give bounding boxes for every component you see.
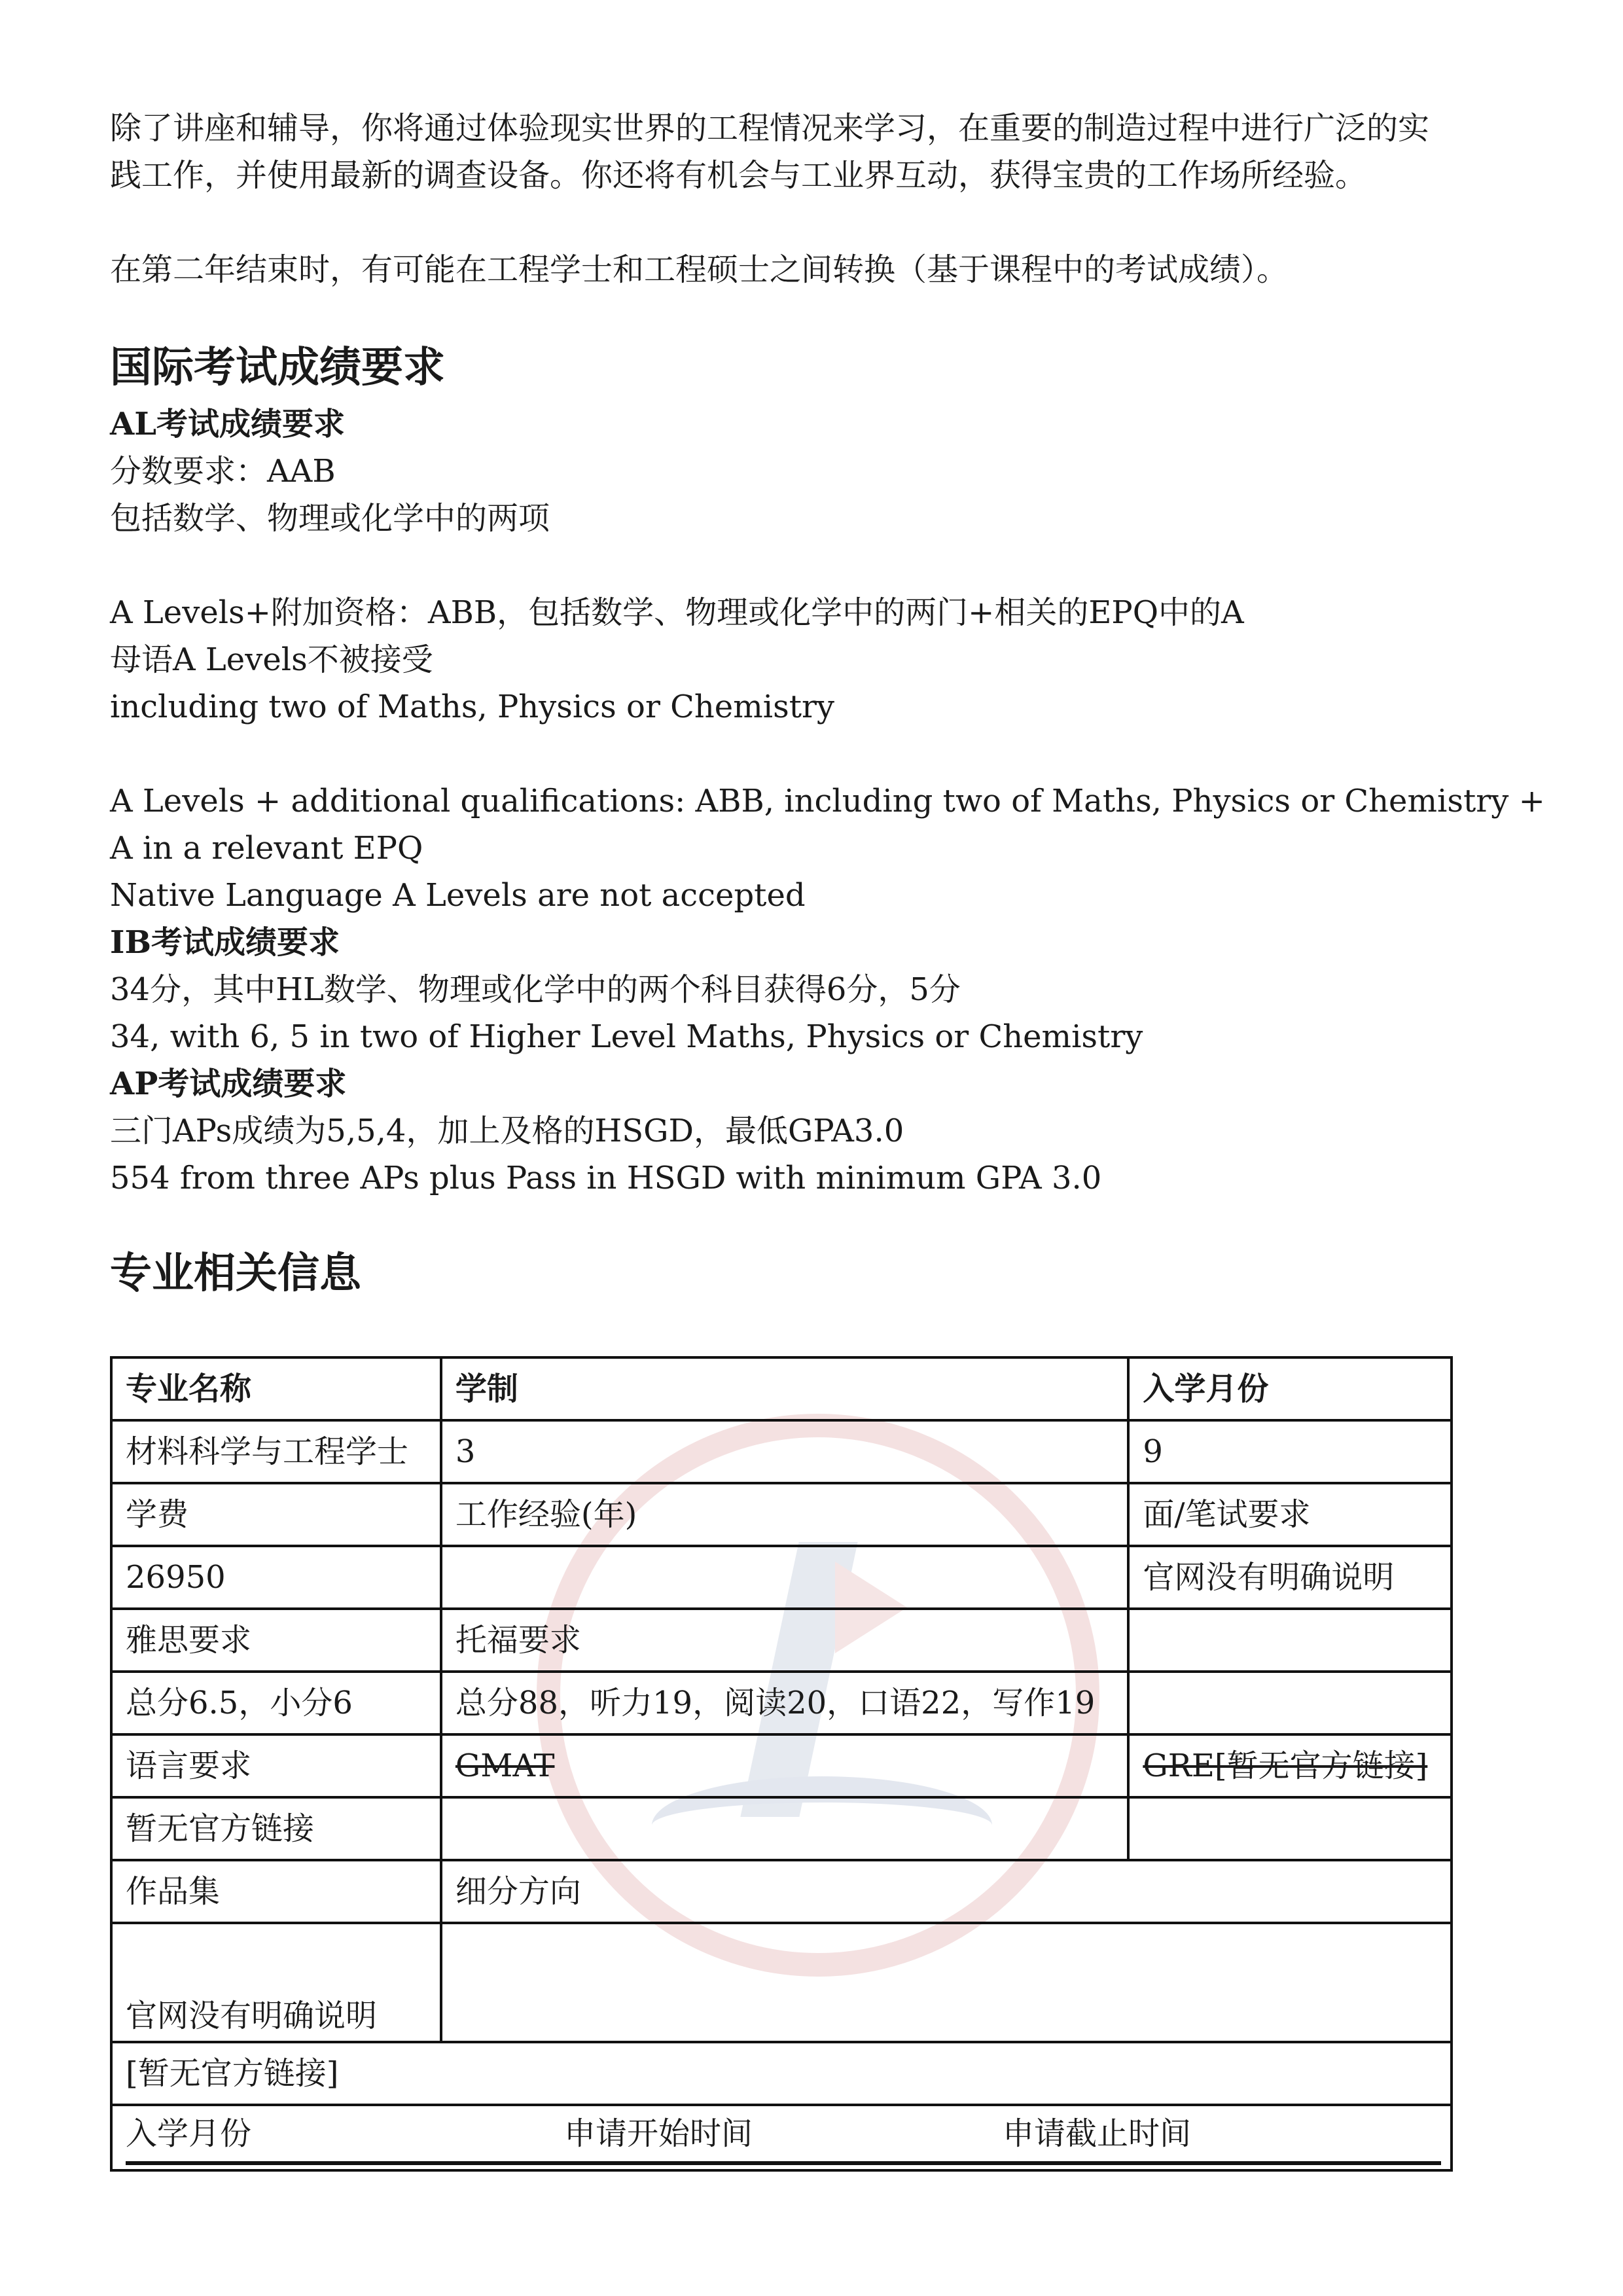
table-cell: 官网没有明确说明	[111, 1923, 441, 2042]
table-cell: 暂无官方链接	[111, 1797, 441, 1860]
gre-cell: GRE[暂无官方链接]	[1128, 1734, 1452, 1797]
al-line: A in a relevant EPQ	[110, 830, 423, 867]
program-heading: 专业相关信息	[110, 1249, 361, 1298]
al-line: Native Language A Levels are not accepted	[110, 877, 806, 914]
intro-line: 在第二年结束时，有可能在工程学士和工程硕士之间转换（基于课程中的考试成绩）。	[110, 251, 1289, 288]
table-cell: 总分6.5，小分6	[111, 1672, 441, 1734]
al-heading: AL考试成绩要求	[110, 406, 345, 442]
table-cell: 26950	[111, 1546, 441, 1609]
ap-heading: AP考试成绩要求	[110, 1066, 347, 1102]
table-footer-row	[126, 2106, 1441, 2165]
table-cell	[1128, 1672, 1452, 1734]
gmat-cell: GMAT	[441, 1734, 1128, 1797]
al-line: 包括数学、物理或化学中的两项	[110, 500, 550, 537]
table-row	[111, 1357, 1452, 1420]
table-header-cell: 入学月份	[1128, 1357, 1452, 1420]
al-line: 母语A Levels不被接受	[110, 641, 433, 678]
table-row	[111, 1860, 1452, 1923]
table-cell: 托福要求	[441, 1609, 1128, 1672]
al-line: A Levels + additional qualifications: ABB, including two of Maths, Physics or Chemistry +	[110, 783, 1545, 819]
requirements-heading: 国际考试成绩要求	[110, 343, 445, 392]
table-cell: [暂无官方链接]	[111, 2042, 1452, 2105]
table-row	[111, 1420, 1452, 1483]
ap-line: 554 from three APs plus Pass in HSGD with minimum GPA 3.0	[110, 1160, 1102, 1196]
table-row	[111, 2042, 1452, 2105]
intro-line: 除了讲座和辅导，你将通过体验现实世界的工程情况来学习，在重要的制造过程中进行广泛的实	[110, 110, 1430, 147]
intro-line: 践工作，并使用最新的调查设备。你还将有机会与工业界互动，获得宝贵的工作场所经验。	[110, 157, 1367, 194]
table-cell: 3	[441, 1420, 1128, 1483]
footer-label-deadline: 申请截止时间	[1003, 2115, 1192, 2152]
table-header-cell: 专业名称	[111, 1357, 441, 1420]
table-row	[111, 1797, 1452, 1860]
table-cell: 面/笔试要求	[1128, 1483, 1452, 1546]
program-info-table	[110, 1356, 1453, 2172]
table-row	[111, 1672, 1452, 1734]
table-header-cell: 学制	[441, 1357, 1128, 1420]
ib-heading: IB考试成绩要求	[110, 924, 340, 961]
table-cell	[1128, 1609, 1452, 1672]
table-row	[111, 1923, 1452, 2042]
table-cell: 工作经验(年)	[441, 1483, 1128, 1546]
table-footer-cell	[111, 2105, 1452, 2170]
document-page	[110, 105, 1545, 1306]
ap-line: 三门APs成绩为5,5,4，加上及格的HSGD，最低GPA3.0	[110, 1113, 904, 1149]
table-row	[111, 1734, 1452, 1797]
footer-label-intake: 入学月份	[126, 2115, 252, 2152]
footer-label-start: 申请开始时间	[564, 2115, 753, 2152]
table-cell: 官网没有明确说明	[1128, 1546, 1452, 1609]
ib-line: 34分，其中HL数学、物理或化学中的两个科目获得6分，5分	[110, 971, 961, 1008]
table-cell	[1128, 1797, 1452, 1860]
table-row	[111, 1609, 1452, 1672]
table-row	[111, 2105, 1452, 2170]
table-cell: 作品集	[111, 1860, 441, 1923]
table-cell: 语言要求	[111, 1734, 441, 1797]
table-cell: 总分88，听力19，阅读20，口语22，写作19	[441, 1672, 1128, 1734]
ib-line: 34, with 6, 5 in two of Higher Level Maths, Physics or Chemistry	[110, 1018, 1143, 1055]
table-cell: 细分方向	[441, 1860, 1452, 1923]
table-cell: 雅思要求	[111, 1609, 441, 1672]
table-row	[111, 1546, 1452, 1609]
al-line: 分数要求：AAB	[110, 453, 336, 490]
table-cell: 学费	[111, 1483, 441, 1546]
table-cell	[441, 1546, 1128, 1609]
table-cell	[441, 1797, 1128, 1860]
table-row	[111, 1483, 1452, 1546]
al-line: A Levels+附加资格：ABB，包括数学、物理或化学中的两门+相关的EPQ中的A	[110, 594, 1244, 631]
table-cell: 材料科学与工程学士	[111, 1420, 441, 1483]
al-line: including two of Maths, Physics or Chemistry	[110, 689, 835, 725]
table-cell	[441, 1923, 1452, 2042]
table-cell: 9	[1128, 1420, 1452, 1483]
